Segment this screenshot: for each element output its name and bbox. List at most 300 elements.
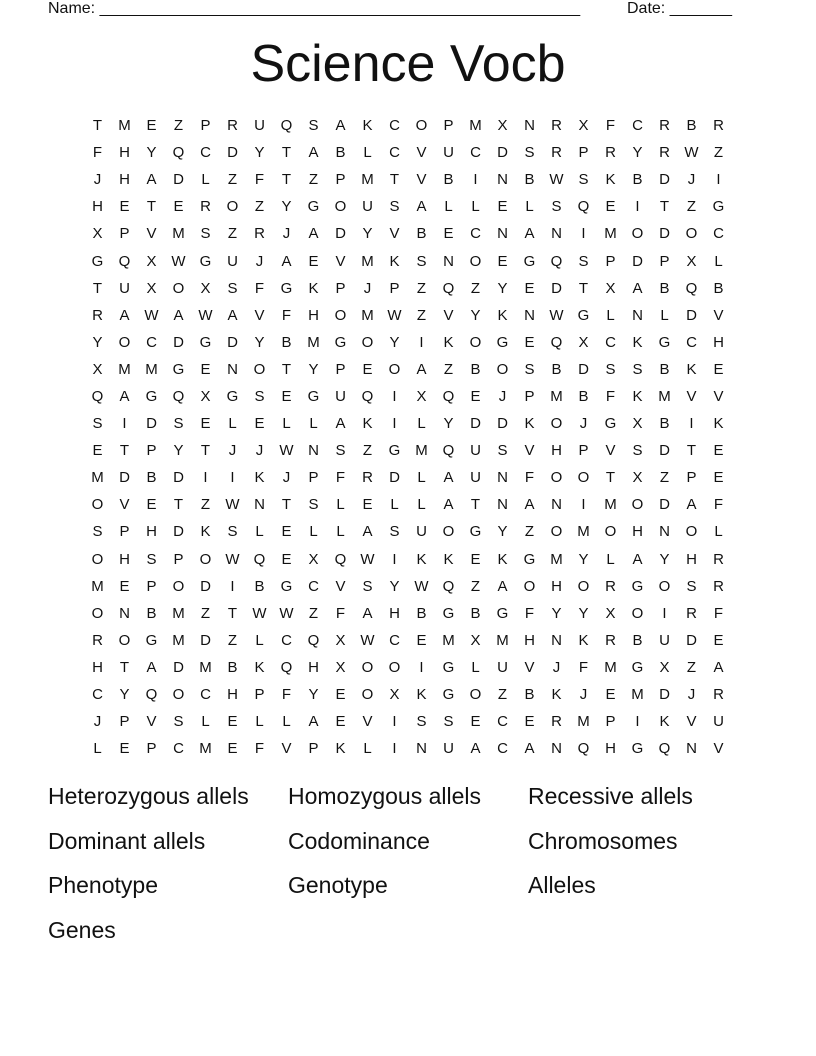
grid-letter[interactable]: M [469, 117, 482, 135]
grid-letter[interactable]: J [579, 415, 588, 433]
grid-letter[interactable]: K [416, 550, 427, 568]
grid-letter[interactable]: Z [416, 306, 427, 324]
grid-letter[interactable]: X [605, 279, 616, 297]
grid-letter[interactable]: E [146, 117, 157, 135]
grid-letter[interactable]: A [119, 387, 130, 405]
grid-letter[interactable]: P [308, 469, 319, 487]
grid-letter[interactable]: E [281, 523, 292, 541]
grid-letter[interactable]: E [497, 252, 508, 270]
grid-letter[interactable]: Q [280, 117, 293, 135]
grid-letter[interactable]: L [471, 198, 480, 216]
grid-letter[interactable]: S [443, 713, 454, 731]
grid-letter[interactable]: G [442, 658, 455, 676]
grid-letter[interactable]: A [497, 577, 508, 595]
grid-letter[interactable]: E [605, 198, 616, 216]
grid-letter[interactable]: T [119, 658, 130, 676]
grid-letter[interactable]: P [335, 360, 346, 378]
grid-letter[interactable]: T [173, 496, 184, 514]
grid-letter[interactable]: T [146, 198, 157, 216]
grid-letter[interactable]: E [713, 360, 724, 378]
grid-letter[interactable]: A [416, 198, 427, 216]
grid-letter[interactable]: A [146, 171, 157, 189]
grid-letter[interactable]: F [254, 171, 265, 189]
grid-letter[interactable]: O [91, 550, 104, 568]
grid-letter[interactable]: X [632, 469, 643, 487]
grid-letter[interactable]: S [524, 360, 535, 378]
grid-letter[interactable]: G [631, 577, 644, 595]
grid-letter[interactable]: H [119, 144, 130, 162]
grid-letter[interactable]: M [496, 631, 509, 649]
grid-letter[interactable]: Z [227, 631, 238, 649]
grid-letter[interactable]: X [659, 658, 670, 676]
grid-letter[interactable]: W [279, 604, 294, 622]
grid-letter[interactable]: N [308, 442, 319, 460]
grid-letter[interactable]: F [713, 496, 724, 514]
grid-letter[interactable]: R [605, 631, 616, 649]
grid-letter[interactable]: E [335, 713, 346, 731]
grid-letter[interactable]: Q [550, 333, 563, 351]
date-field[interactable]: Date: _______ [627, 0, 732, 17]
grid-letter[interactable]: A [632, 550, 643, 568]
grid-letter[interactable]: M [172, 631, 185, 649]
grid-letter[interactable]: G [280, 577, 293, 595]
grid-letter[interactable]: O [577, 469, 590, 487]
grid-letter[interactable]: L [363, 144, 372, 162]
grid-letter[interactable]: E [713, 631, 724, 649]
grid-letter[interactable]: N [497, 496, 508, 514]
grid-letter[interactable]: X [605, 604, 616, 622]
grid-letter[interactable]: H [551, 442, 562, 460]
grid-letter[interactable]: E [497, 198, 508, 216]
grid-letter[interactable]: Q [361, 387, 374, 405]
grid-letter[interactable]: S [605, 360, 616, 378]
grid-letter[interactable]: S [578, 252, 589, 270]
grid-letter[interactable]: M [118, 117, 131, 135]
grid-letter[interactable]: A [335, 117, 346, 135]
grid-letter[interactable]: E [524, 279, 535, 297]
grid-letter[interactable]: C [470, 225, 481, 243]
grid-letter[interactable]: B [551, 360, 562, 378]
grid-letter[interactable]: G [658, 333, 671, 351]
grid-letter[interactable]: F [524, 604, 535, 622]
grid-letter[interactable]: G [496, 333, 509, 351]
grid-letter[interactable]: E [281, 550, 292, 568]
grid-letter[interactable]: K [551, 686, 562, 704]
grid-letter[interactable]: I [419, 658, 424, 676]
grid-letter[interactable]: F [335, 469, 346, 487]
grid-letter[interactable]: X [686, 252, 697, 270]
grid-letter[interactable]: N [227, 360, 238, 378]
grid-letter[interactable]: P [173, 550, 184, 568]
grid-letter[interactable]: Q [442, 442, 455, 460]
grid-letter[interactable]: D [497, 144, 508, 162]
grid-letter[interactable]: Z [362, 442, 373, 460]
grid-letter[interactable]: L [471, 658, 480, 676]
grid-letter[interactable]: U [416, 523, 427, 541]
grid-letter[interactable]: G [631, 740, 644, 758]
grid-letter[interactable]: N [686, 740, 697, 758]
grid-letter[interactable]: S [254, 387, 265, 405]
grid-letter[interactable]: F [92, 144, 103, 162]
grid-letter[interactable]: W [549, 306, 564, 324]
grid-letter[interactable]: O [253, 360, 266, 378]
grid-letter[interactable]: A [308, 144, 319, 162]
grid-letter[interactable]: O [550, 415, 563, 433]
grid-letter[interactable]: Q [172, 144, 185, 162]
grid-letter[interactable]: J [552, 658, 561, 676]
grid-letter[interactable]: H [146, 523, 157, 541]
grid-letter[interactable]: I [689, 415, 694, 433]
grid-letter[interactable]: B [470, 360, 481, 378]
grid-letter[interactable]: J [579, 686, 588, 704]
grid-letter[interactable]: V [524, 442, 535, 460]
grid-letter[interactable]: M [145, 360, 158, 378]
grid-letter[interactable]: G [145, 631, 158, 649]
grid-letter[interactable]: C [200, 686, 211, 704]
grid-letter[interactable]: X [416, 387, 427, 405]
grid-letter[interactable]: P [335, 279, 346, 297]
grid-letter[interactable]: L [255, 713, 264, 731]
grid-letter[interactable]: M [118, 360, 131, 378]
grid-letter[interactable]: E [605, 686, 616, 704]
grid-letter[interactable]: T [227, 604, 238, 622]
grid-letter[interactable]: Y [92, 333, 103, 351]
grid-letter[interactable]: T [92, 117, 103, 135]
grid-letter[interactable]: P [119, 713, 130, 731]
grid-letter[interactable]: E [524, 333, 535, 351]
grid-letter[interactable]: Y [632, 144, 643, 162]
grid-letter[interactable]: Z [173, 117, 184, 135]
grid-letter[interactable]: E [470, 387, 481, 405]
grid-letter[interactable]: L [417, 415, 426, 433]
grid-letter[interactable]: S [632, 360, 643, 378]
grid-letter[interactable]: K [578, 631, 589, 649]
grid-letter[interactable]: Z [308, 604, 319, 622]
grid-letter[interactable]: X [578, 333, 589, 351]
grid-letter[interactable]: M [172, 604, 185, 622]
grid-letter[interactable]: M [550, 550, 563, 568]
grid-letter[interactable]: X [632, 415, 643, 433]
grid-letter[interactable]: A [416, 360, 427, 378]
grid-letter[interactable]: O [334, 306, 347, 324]
grid-letter[interactable]: Q [658, 740, 671, 758]
grid-letter[interactable]: L [417, 469, 426, 487]
grid-letter[interactable]: S [308, 496, 319, 514]
grid-letter[interactable]: K [605, 171, 616, 189]
grid-letter[interactable]: X [335, 658, 346, 676]
grid-letter[interactable]: B [713, 279, 724, 297]
grid-letter[interactable]: X [92, 225, 103, 243]
grid-letter[interactable]: Z [308, 171, 319, 189]
grid-letter[interactable]: Z [686, 658, 697, 676]
grid-letter[interactable]: P [524, 387, 535, 405]
grid-letter[interactable]: T [281, 144, 292, 162]
grid-letter[interactable]: I [392, 387, 397, 405]
grid-letter[interactable]: Z [470, 577, 481, 595]
grid-letter[interactable]: H [308, 306, 319, 324]
grid-letter[interactable]: O [172, 279, 185, 297]
grid-letter[interactable]: T [281, 171, 292, 189]
grid-letter[interactable]: U [470, 469, 481, 487]
grid-letter[interactable]: L [363, 740, 372, 758]
grid-letter[interactable]: M [577, 523, 590, 541]
grid-letter[interactable]: E [443, 225, 454, 243]
grid-letter[interactable]: Z [659, 469, 670, 487]
grid-letter[interactable]: R [92, 631, 103, 649]
grid-letter[interactable]: N [416, 740, 427, 758]
grid-letter[interactable]: M [91, 469, 104, 487]
grid-letter[interactable]: U [443, 144, 454, 162]
grid-letter[interactable]: M [577, 713, 590, 731]
grid-letter[interactable]: Y [146, 144, 157, 162]
grid-letter[interactable]: G [388, 442, 401, 460]
grid-letter[interactable]: V [713, 387, 724, 405]
grid-letter[interactable]: Q [685, 279, 698, 297]
grid-letter[interactable]: Y [254, 333, 265, 351]
grid-letter[interactable]: E [713, 442, 724, 460]
grid-letter[interactable]: U [713, 713, 724, 731]
grid-letter[interactable]: E [119, 740, 130, 758]
grid-letter[interactable]: S [524, 144, 535, 162]
grid-letter[interactable]: E [173, 198, 184, 216]
grid-letter[interactable]: B [416, 604, 427, 622]
grid-letter[interactable]: R [551, 144, 562, 162]
grid-letter[interactable]: X [146, 279, 157, 297]
grid-letter[interactable]: M [172, 225, 185, 243]
grid-letter[interactable]: K [713, 415, 724, 433]
grid-letter[interactable]: O [388, 658, 401, 676]
grid-letter[interactable]: B [281, 333, 292, 351]
grid-letter[interactable]: J [498, 387, 507, 405]
grid-letter[interactable]: A [281, 252, 292, 270]
grid-letter[interactable]: Z [227, 171, 238, 189]
grid-letter[interactable]: C [686, 333, 697, 351]
grid-letter[interactable]: W [252, 604, 267, 622]
grid-letter[interactable]: B [146, 604, 157, 622]
grid-letter[interactable]: A [362, 523, 373, 541]
grid-letter[interactable]: S [227, 523, 238, 541]
grid-letter[interactable]: I [203, 469, 208, 487]
grid-letter[interactable]: E [200, 415, 211, 433]
grid-letter[interactable]: R [92, 306, 103, 324]
grid-letter[interactable]: J [93, 713, 102, 731]
grid-letter[interactable]: A [686, 496, 697, 514]
grid-letter[interactable]: B [632, 631, 643, 649]
grid-letter[interactable]: O [334, 198, 347, 216]
grid-letter[interactable]: D [335, 225, 346, 243]
grid-letter[interactable]: B [416, 225, 427, 243]
grid-letter[interactable]: V [443, 306, 454, 324]
grid-letter[interactable]: H [713, 333, 724, 351]
grid-letter[interactable]: S [578, 171, 589, 189]
grid-letter[interactable]: H [92, 658, 103, 676]
grid-letter[interactable]: T [92, 279, 103, 297]
grid-letter[interactable]: R [713, 686, 724, 704]
grid-letter[interactable]: C [308, 577, 319, 595]
grid-letter[interactable]: O [415, 117, 428, 135]
grid-letter[interactable]: N [524, 306, 535, 324]
grid-letter[interactable]: I [581, 225, 586, 243]
grid-letter[interactable]: D [497, 415, 508, 433]
grid-letter[interactable]: W [414, 577, 429, 595]
grid-letter[interactable]: G [442, 686, 455, 704]
grid-letter[interactable]: P [605, 713, 616, 731]
grid-letter[interactable]: D [551, 279, 562, 297]
grid-letter[interactable]: L [714, 252, 723, 270]
grid-letter[interactable]: I [122, 415, 127, 433]
grid-letter[interactable]: R [605, 577, 616, 595]
grid-letter[interactable]: M [604, 496, 617, 514]
grid-letter[interactable]: C [200, 144, 211, 162]
grid-letter[interactable]: X [497, 117, 508, 135]
grid-letter[interactable]: W [549, 171, 564, 189]
grid-letter[interactable]: D [146, 415, 157, 433]
grid-letter[interactable]: X [146, 252, 157, 270]
grid-letter[interactable]: Z [686, 198, 697, 216]
grid-letter[interactable]: X [200, 387, 211, 405]
grid-letter[interactable]: P [146, 740, 157, 758]
grid-letter[interactable]: J [282, 469, 291, 487]
grid-letter[interactable]: O [469, 333, 482, 351]
grid-letter[interactable]: J [255, 442, 264, 460]
grid-letter[interactable]: E [416, 631, 427, 649]
grid-letter[interactable]: D [227, 333, 238, 351]
grid-letter[interactable]: X [389, 686, 400, 704]
grid-letter[interactable]: K [659, 713, 670, 731]
grid-letter[interactable]: D [659, 442, 670, 460]
grid-letter[interactable]: K [389, 252, 400, 270]
grid-letter[interactable]: I [635, 713, 640, 731]
grid-letter[interactable]: O [496, 360, 509, 378]
grid-letter[interactable]: U [497, 658, 508, 676]
grid-letter[interactable]: D [200, 631, 211, 649]
grid-letter[interactable]: A [524, 740, 535, 758]
grid-letter[interactable]: Y [389, 577, 400, 595]
grid-letter[interactable]: A [524, 225, 535, 243]
grid-letter[interactable]: Y [497, 279, 508, 297]
grid-letter[interactable]: Y [119, 686, 130, 704]
grid-letter[interactable]: C [281, 631, 292, 649]
grid-letter[interactable]: I [419, 333, 424, 351]
grid-letter[interactable]: K [497, 550, 508, 568]
grid-letter[interactable]: P [308, 740, 319, 758]
grid-letter[interactable]: A [227, 306, 238, 324]
grid-letter[interactable]: G [199, 333, 212, 351]
name-field[interactable]: Name: ______________________________________________________ [48, 0, 581, 17]
grid-letter[interactable]: W [279, 442, 294, 460]
grid-letter[interactable]: Q [550, 252, 563, 270]
grid-letter[interactable]: O [118, 631, 131, 649]
grid-letter[interactable]: B [335, 144, 346, 162]
grid-letter[interactable]: K [524, 415, 535, 433]
grid-letter[interactable]: G [307, 198, 320, 216]
grid-letter[interactable]: O [199, 550, 212, 568]
grid-letter[interactable]: Q [442, 279, 455, 297]
grid-letter[interactable]: H [524, 631, 535, 649]
grid-letter[interactable]: W [387, 306, 402, 324]
grid-letter[interactable]: M [361, 252, 374, 270]
grid-letter[interactable]: K [254, 469, 265, 487]
grid-letter[interactable]: B [254, 577, 265, 595]
grid-letter[interactable]: V [389, 225, 400, 243]
grid-letter[interactable]: U [362, 198, 373, 216]
grid-letter[interactable]: T [200, 442, 211, 460]
grid-letter[interactable]: O [118, 333, 131, 351]
grid-letter[interactable]: C [632, 117, 643, 135]
grid-letter[interactable]: N [551, 496, 562, 514]
grid-letter[interactable]: D [686, 631, 697, 649]
grid-letter[interactable]: H [686, 550, 697, 568]
grid-letter[interactable]: E [524, 713, 535, 731]
grid-letter[interactable]: O [658, 577, 671, 595]
grid-letter[interactable]: Q [442, 387, 455, 405]
grid-letter[interactable]: O [361, 333, 374, 351]
grid-letter[interactable]: E [281, 387, 292, 405]
grid-letter[interactable]: M [442, 631, 455, 649]
grid-letter[interactable]: K [335, 740, 346, 758]
grid-letter[interactable]: N [497, 469, 508, 487]
grid-letter[interactable]: I [392, 713, 397, 731]
grid-letter[interactable]: U [470, 442, 481, 460]
grid-letter[interactable]: K [632, 333, 643, 351]
grid-letter[interactable]: U [227, 252, 238, 270]
grid-letter[interactable]: S [497, 442, 508, 460]
grid-letter[interactable]: D [659, 496, 670, 514]
grid-letter[interactable]: F [281, 306, 292, 324]
grid-letter[interactable]: D [200, 577, 211, 595]
grid-letter[interactable]: Y [659, 550, 670, 568]
grid-letter[interactable]: I [230, 577, 235, 595]
grid-letter[interactable]: U [119, 279, 130, 297]
grid-letter[interactable]: K [686, 360, 697, 378]
grid-letter[interactable]: D [578, 360, 589, 378]
grid-letter[interactable]: Y [362, 225, 373, 243]
grid-letter[interactable]: B [659, 415, 670, 433]
grid-letter[interactable]: N [632, 306, 643, 324]
grid-letter[interactable]: R [686, 604, 697, 622]
grid-letter[interactable]: M [307, 333, 320, 351]
grid-letter[interactable]: D [173, 658, 184, 676]
grid-letter[interactable]: F [254, 740, 265, 758]
grid-letter[interactable]: H [389, 604, 400, 622]
grid-letter[interactable]: K [200, 523, 211, 541]
grid-letter[interactable]: W [198, 306, 213, 324]
grid-letter[interactable]: G [91, 252, 104, 270]
grid-letter[interactable]: M [415, 442, 428, 460]
grid-letter[interactable]: R [200, 198, 211, 216]
grid-letter[interactable]: T [686, 442, 697, 460]
grid-letter[interactable]: L [417, 496, 426, 514]
grid-letter[interactable]: O [91, 496, 104, 514]
grid-letter[interactable]: B [659, 279, 670, 297]
grid-letter[interactable]: M [658, 387, 671, 405]
grid-letter[interactable]: L [309, 523, 318, 541]
grid-letter[interactable]: V [281, 740, 292, 758]
grid-letter[interactable]: Y [470, 306, 481, 324]
grid-letter[interactable]: U [254, 117, 265, 135]
grid-letter[interactable]: W [171, 252, 186, 270]
grid-letter[interactable]: U [443, 740, 454, 758]
grid-letter[interactable]: B [524, 171, 535, 189]
grid-letter[interactable]: H [632, 523, 643, 541]
grid-letter[interactable]: K [308, 279, 319, 297]
grid-letter[interactable]: T [605, 469, 616, 487]
grid-letter[interactable]: H [92, 198, 103, 216]
grid-letter[interactable]: L [282, 713, 291, 731]
grid-letter[interactable]: B [632, 171, 643, 189]
grid-letter[interactable]: J [93, 171, 102, 189]
grid-letter[interactable]: S [92, 523, 103, 541]
